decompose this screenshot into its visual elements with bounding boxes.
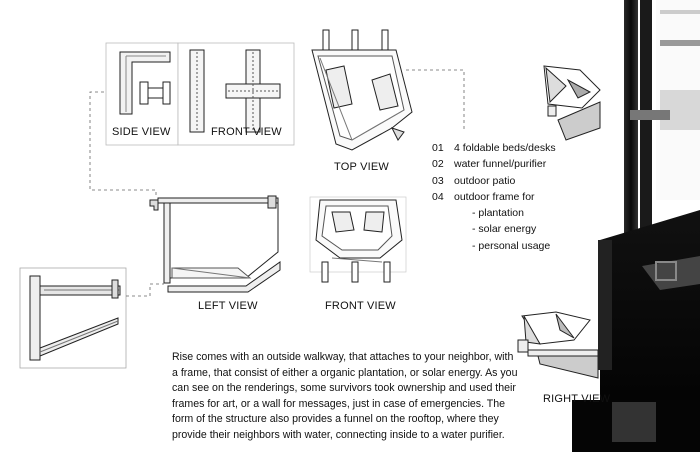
legend-item bbox=[432, 189, 556, 205]
top-view-label: TOP VIEW bbox=[334, 161, 389, 173]
top-view-drawing bbox=[312, 30, 412, 150]
legend bbox=[432, 140, 556, 254]
front-view-label-top: FRONT VIEW bbox=[211, 126, 282, 138]
legend-subitem: - personal usage bbox=[472, 239, 551, 252]
left-view-label: LEFT VIEW bbox=[198, 300, 258, 312]
legend-item bbox=[432, 140, 556, 156]
legend-subitem: - plantation bbox=[472, 207, 524, 220]
front-view-bottom-drawing bbox=[310, 197, 406, 282]
building-render bbox=[572, 0, 700, 452]
legend-text: outdoor frame for bbox=[454, 190, 535, 203]
legend-item bbox=[432, 156, 556, 172]
legend-text: outdoor patio bbox=[454, 174, 516, 187]
legend-number: 02 bbox=[432, 158, 444, 171]
legend-text: 4 foldable beds/desks bbox=[454, 142, 556, 154]
right-view-label: RIGHT VIEW bbox=[543, 393, 611, 405]
front-view-label-bottom: FRONT VIEW bbox=[325, 300, 396, 312]
left-view-drawing bbox=[150, 196, 280, 292]
legend-number: 04 bbox=[432, 190, 444, 203]
project-description: Rise comes with an outside walkway, that attaches to your neighbor, with a frame, that consist of either a organic plantation, or solar energy. As you can see on the renderings, some survivors took ownership and used their frames for art, or a wall for messages, just in case of emergencies. The form of the structure also provides a funnel on the rooftop, where they provide their neighbors with water, connecting inside to a water purifier. bbox=[172, 351, 518, 441]
legend-number: 03 bbox=[432, 174, 444, 187]
detail-box-drawing bbox=[20, 268, 126, 368]
legend-item bbox=[432, 173, 556, 189]
side-view-label: SIDE VIEW bbox=[112, 126, 171, 138]
legend-text: water funnel/purifier bbox=[454, 158, 547, 171]
legend-subitem: - solar energy bbox=[472, 223, 537, 236]
legend-number: 01 bbox=[432, 142, 444, 154]
